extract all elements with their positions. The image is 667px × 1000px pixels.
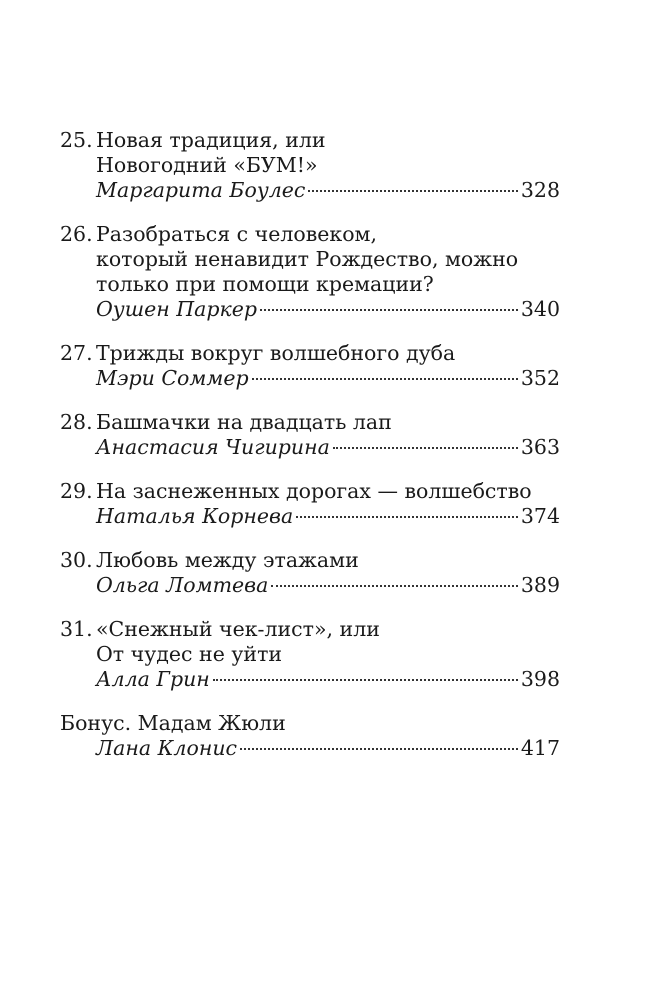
entry-title-line [60, 341, 560, 366]
entry-title-line [60, 479, 560, 504]
entry-title: На заснеженных дорогах — волшебство [96, 479, 532, 503]
entry-title: Любовь между этажами [96, 548, 359, 572]
entry-page-number: 363 [520, 435, 560, 459]
entry-author: Маргарита Боулес [96, 178, 306, 202]
entry-number: 26. [60, 222, 93, 246]
entry-title-line [60, 410, 560, 435]
entry-author-line [60, 573, 560, 598]
entry-author-line [60, 504, 560, 529]
entry-author-line [60, 297, 560, 322]
entry-author-line [60, 736, 560, 761]
entry-author: Наталья Корнева [96, 504, 294, 528]
dot-leader [296, 516, 518, 518]
entry-title-line [60, 548, 560, 573]
entry-author-line [60, 178, 560, 203]
toc-entry [60, 479, 560, 529]
entry-author-line [60, 435, 560, 460]
entry-author: Анастасия Чигирина [96, 435, 330, 459]
entry-author: Мэри Соммер [96, 366, 249, 390]
toc-entry [60, 410, 560, 460]
entry-number: 25. [60, 128, 93, 152]
entry-number: 31. [60, 617, 93, 641]
entry-title: Трижды вокруг волшебного дуба [96, 341, 456, 365]
dot-leader [213, 679, 518, 681]
entry-author: Лана Клонис [96, 736, 238, 760]
entry-title: «Снежный чек-лист», или [96, 617, 380, 641]
dot-leader [252, 378, 518, 380]
table-of-contents [60, 128, 560, 780]
entry-page-number: 398 [520, 667, 560, 691]
dot-leader [308, 190, 517, 192]
entry-number: 29. [60, 479, 93, 503]
entry-number: 27. [60, 341, 93, 365]
toc-entry [60, 617, 560, 692]
entry-title: Новая традиция, или [96, 128, 326, 152]
dot-leader [240, 748, 518, 750]
entry-author-line [60, 366, 560, 391]
entry-title-line: Новогодний «БУМ!» [96, 153, 318, 177]
entry-title-line: который ненавидит Рождество, можно [96, 247, 519, 271]
dot-leader [260, 309, 518, 311]
entry-title-line [60, 128, 560, 153]
toc-entry [60, 548, 560, 598]
bonus-title: Бонус. Мадам Жюли [60, 711, 286, 735]
toc-entry [60, 341, 560, 391]
toc-entry [60, 222, 560, 322]
entry-title-line: От чудес не уйти [96, 642, 283, 666]
entry-title: Башмачки на двадцать лап [96, 410, 392, 434]
entry-author: Алла Грин [96, 667, 210, 691]
entry-author: Оушен Паркер [96, 297, 257, 321]
entry-title-line [60, 617, 560, 642]
toc-entry [60, 128, 560, 203]
entry-page-number: 417 [520, 736, 560, 760]
toc-entry-bonus [60, 711, 560, 761]
dot-leader [333, 447, 518, 449]
entry-title-line: только при помощи кремации? [96, 272, 434, 296]
entry-page-number: 374 [520, 504, 560, 528]
entry-title-line [60, 222, 560, 247]
entry-author-line [60, 667, 560, 692]
entry-page-number: 340 [520, 297, 560, 321]
dot-leader [271, 585, 518, 587]
entry-author: Ольга Ломтева [96, 573, 269, 597]
entry-page-number: 389 [520, 573, 560, 597]
entry-number: 30. [60, 548, 93, 572]
entry-number: 28. [60, 410, 93, 434]
entry-page-number: 352 [520, 366, 560, 390]
entry-title: Разобраться с человеком, [96, 222, 377, 246]
entry-page-number: 328 [520, 178, 560, 202]
